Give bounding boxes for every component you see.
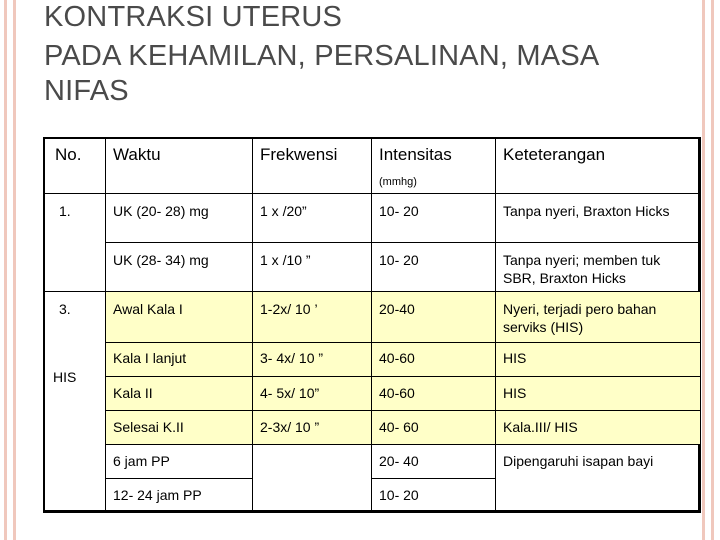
row1-intensitas: 10- 20 xyxy=(379,203,419,219)
grid-hline-row3 xyxy=(105,342,700,343)
page-subtitle-line-2: NIFAS xyxy=(44,75,129,107)
grid-hline-row1 xyxy=(105,242,700,243)
group2-label: HIS xyxy=(53,369,77,385)
grid-hline-header xyxy=(45,193,700,194)
header-intensitas: Intensitas xyxy=(379,145,452,164)
row3-frekwensi: 1-2x/ 10 ’ xyxy=(260,301,318,317)
row6-intensitas: 40- 60 xyxy=(379,419,419,435)
right-stripe-1 xyxy=(702,0,705,540)
row1-frekwensi: 1 x /20” xyxy=(260,203,307,219)
right-stripe-2 xyxy=(711,0,714,540)
grid-hline-row5 xyxy=(105,410,700,411)
row1-waktu: UK (20- 28) mg xyxy=(113,203,209,219)
row3-intensitas: 20-40 xyxy=(379,301,415,317)
header-no: No. xyxy=(55,145,82,164)
row3-waktu: Awal Kala I xyxy=(113,301,183,317)
grid-hline-row4 xyxy=(105,376,700,377)
grid-vline-waktu xyxy=(252,139,253,513)
header-waktu: Waktu xyxy=(113,145,161,164)
row4-intensitas: 40-60 xyxy=(379,350,415,366)
group2-no: 3. xyxy=(59,301,71,317)
row7-intensitas: 20- 40 xyxy=(379,453,419,469)
header-frekwensi: Frekwensi xyxy=(260,145,338,164)
grid-hline-row6 xyxy=(105,444,700,445)
row6-waktu: Selesai K.II xyxy=(113,419,184,435)
row6-keterangan: Kala.III/ HIS xyxy=(503,419,578,435)
row8-waktu: 12- 24 jam PP xyxy=(113,487,202,503)
row5-frekwensi: 4- 5x/ 10” xyxy=(260,385,320,401)
row8-intensitas: 10- 20 xyxy=(379,487,419,503)
row5-intensitas: 40-60 xyxy=(379,385,415,401)
row7-keterangan: Dipengaruhi isapan bayi xyxy=(503,453,654,469)
header-keterangan: Keteterangan xyxy=(503,145,606,164)
header-intensitas-unit: (mmhg) xyxy=(379,176,417,188)
grid-vline-no xyxy=(105,139,106,513)
row5-waktu: Kala II xyxy=(113,385,153,401)
contraction-table xyxy=(43,137,701,513)
page-subtitle-line-1: PADA KEHAMILAN, PERSALINAN, MASA xyxy=(44,40,600,72)
row2-intensitas: 10- 20 xyxy=(379,252,419,268)
left-stripe-1 xyxy=(4,0,7,540)
grid-vline-intensitas xyxy=(495,139,496,513)
row2-frekwensi: 1 x /10 ” xyxy=(260,252,311,268)
grid-hline-row7-mid xyxy=(371,478,495,479)
row3-keterangan: Nyeri, terjadi pero bahan serviks (HIS) xyxy=(503,301,657,335)
row4-keterangan: HIS xyxy=(503,350,527,366)
row4-waktu: Kala I lanjut xyxy=(113,350,187,366)
group1-no: 1. xyxy=(59,203,71,219)
left-stripe-2 xyxy=(13,0,16,540)
grid-hline-row7-left xyxy=(105,478,252,479)
row6-frekwensi: 2-3x/ 10 ” xyxy=(260,419,320,435)
page-title: KONTRAKSI UTERUS xyxy=(44,1,343,33)
row1-keterangan: Tanpa nyeri, Braxton Hicks xyxy=(503,203,670,219)
grid-vline-frekwensi xyxy=(371,139,372,513)
row4-frekwensi: 3- 4x/ 10 ” xyxy=(260,350,324,366)
row7-waktu: 6 jam PP xyxy=(113,453,170,469)
row2-waktu: UK (28- 34) mg xyxy=(113,252,209,268)
row2-keterangan: Tanpa nyeri; memben tuk SBR, Braxton Hicks xyxy=(503,252,661,286)
row5-keterangan: HIS xyxy=(503,385,527,401)
grid-hline-group1 xyxy=(45,291,700,292)
